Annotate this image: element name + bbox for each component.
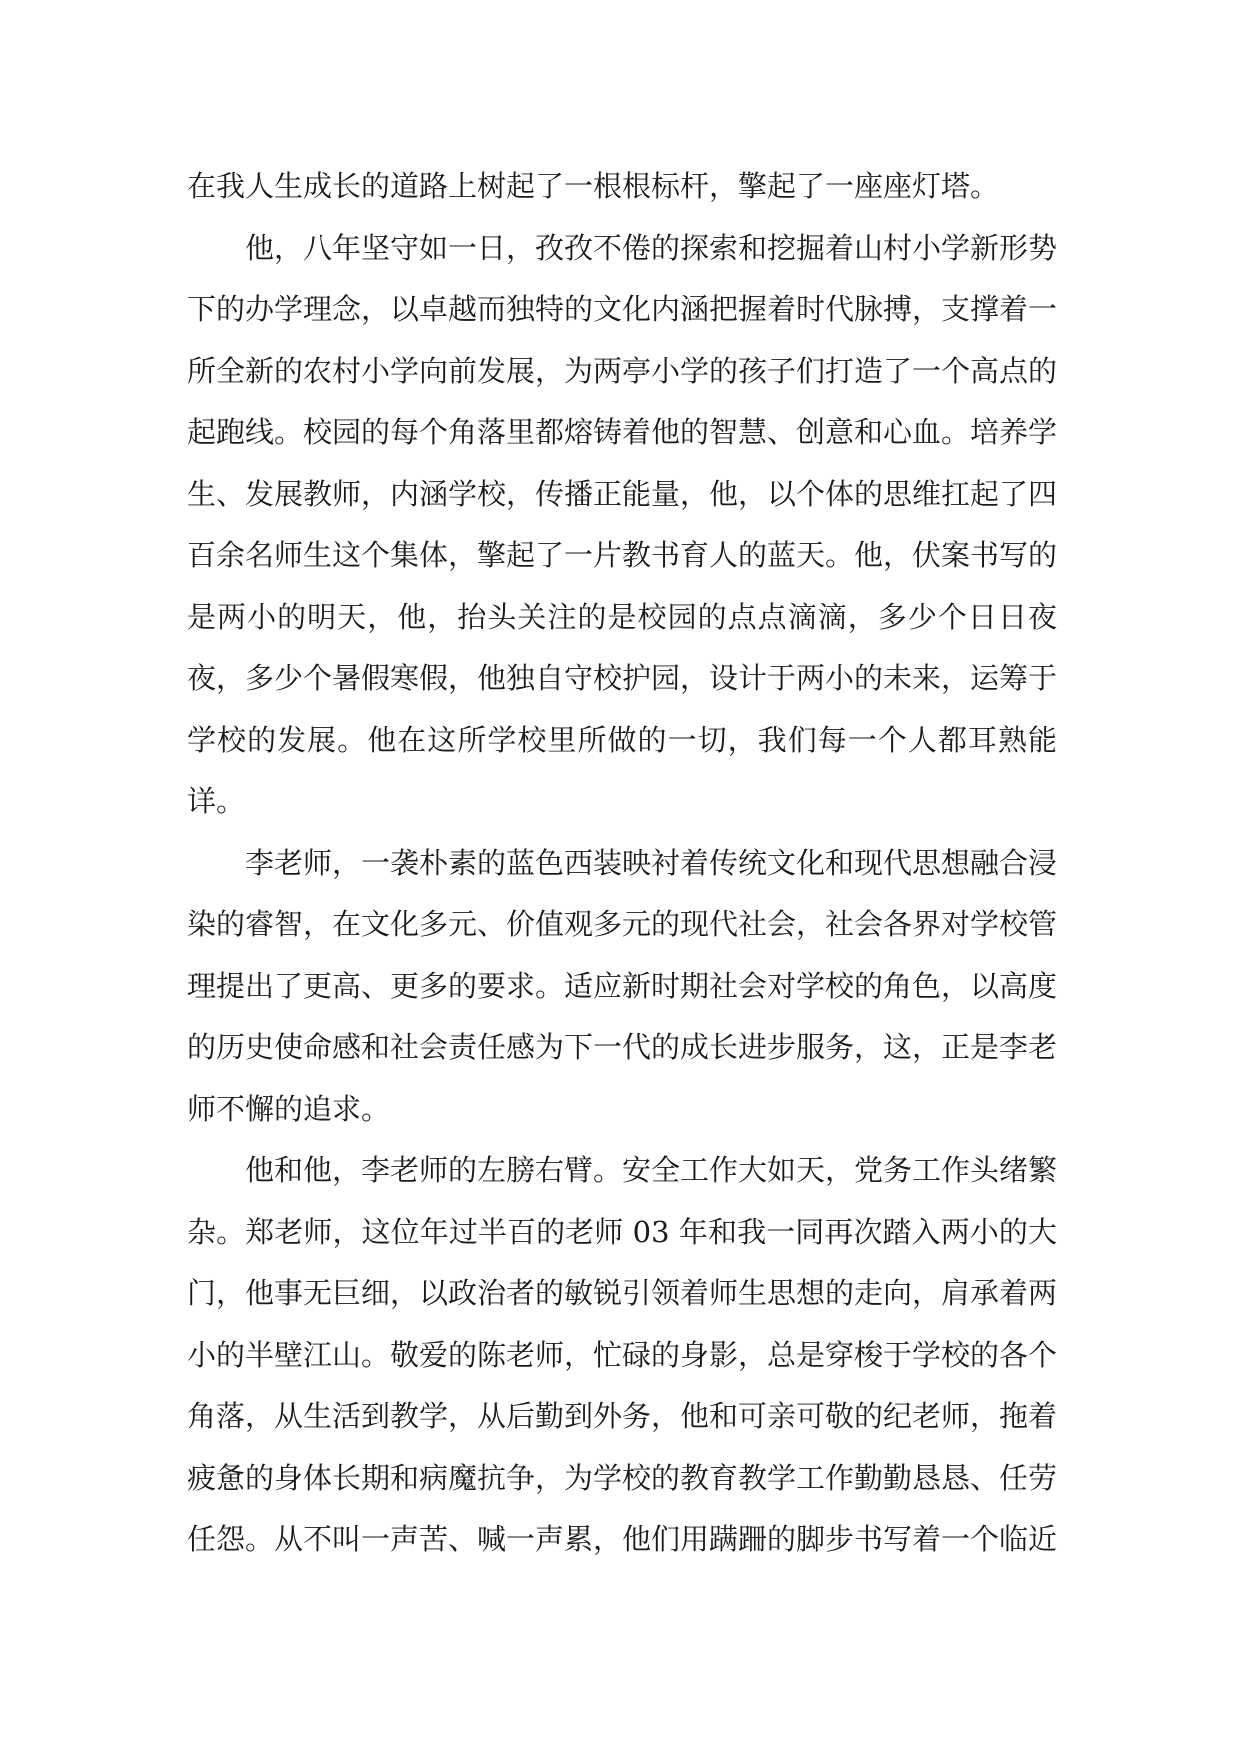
document-body (187, 156, 1057, 1571)
paragraph-4: 他和他，李老师的左膀右臂。安全工作大如天，党务工作头绪繁杂。郑老师，这位年过半百的老师 03 年和我一同再次踏入两小的大门，他事无巨细，以政治者的敏锐引领着师生思想的走向，肩承着两小的半壁江山。敬爱的陈老师，忙碌的身影，总是穿梭于学校的各个角落，从生活到教学，从后勤到外务，他和可亲可敬的纪老师，拖着疲惫的身体长期和病魔抗争，为学校的教育教学工作勤勤恳恳、任劳任怨。从不叫一声苦、喊一声累，他们用蹒跚的脚步书写着一个临近 (187, 1153, 1058, 1556)
paragraph-3: 李老师，一袭朴素的蓝色西装映衬着传统文化和现代思想融合浸染的睿智，在文化多元、价值观多元的现代社会，社会各界对学校管理提出了更高、更多的要求。适应新时期社会对学校的角色，以高度的历史使命感和社会责任感为下一代的成长进步服务，这，正是李老师不懈的追求。 (187, 845, 1058, 1126)
paragraph-2: 他，八年坚守如一日，孜孜不倦的探索和挖掘着山村小学新形势下的办学理念，以卓越而独特的文化内涵把握着时代脉搏，支撑着一所全新的农村小学向前发展，为两亭小学的孩子们打造了一个高点的起跑线。校园的每个角落里都熔铸着他的智慧、创意和心血。培养学生、发展教师，内涵学校，传播正能量，他，以个体的思维扛起了四百余名师生这个集体，擎起了一片教书育人的蓝天。他，伏案书写的是两小的明天，他，抬头关注的是校园的点点滴滴，多少个日日夜夜，多少个暑假寒假，他独自守校护园，设计于两小的未来，运筹于学校的发展。他在这所学校里所做的一切，我们每一个人都耳熟能详。 (187, 230, 1058, 818)
paragraph-1: 在我人生成长的道路上树起了一根根标杆，擎起了一座座灯塔。 (187, 169, 1000, 203)
